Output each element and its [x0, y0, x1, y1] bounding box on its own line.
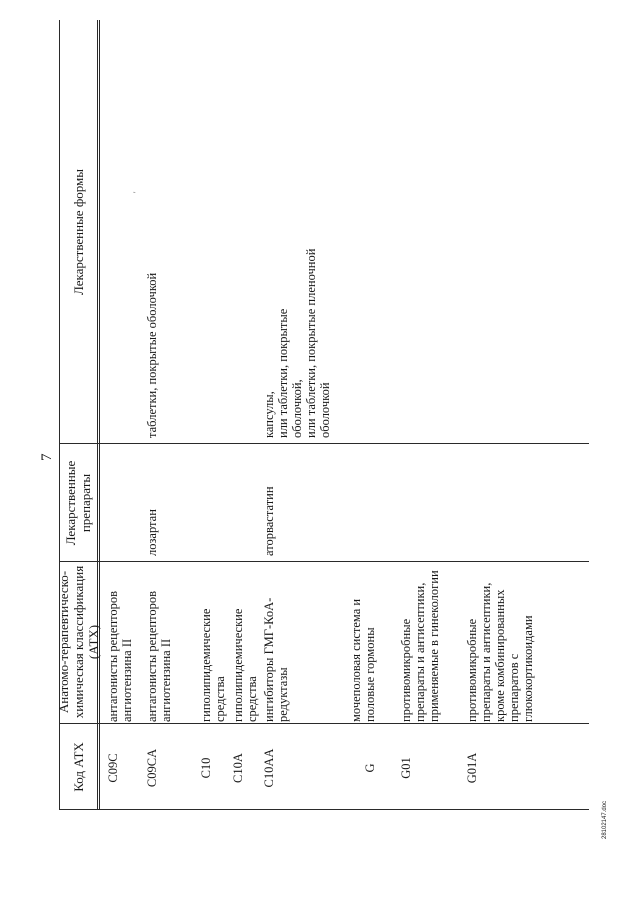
atc-class: гиполипидемические средства	[231, 608, 259, 722]
document-filename: 28102147.doc	[602, 800, 608, 839]
page-number: 7	[39, 453, 55, 461]
atc-code: C10A	[231, 753, 245, 783]
drug-table	[55, 20, 589, 810]
drug-name: лозартан	[145, 509, 159, 556]
scan-mark: '	[132, 191, 141, 193]
atc-class: противомикробные препараты и антисептики, применяемые в гинекологии	[399, 570, 441, 722]
drug-name: аторвастатин	[262, 486, 276, 556]
atc-class: противомикробные препараты и антисептики, кроме комбинированных препаратов с глюкокортикоидами	[465, 582, 535, 722]
drug-forms: капсулы, или таблетки, покрытые оболочкой, или таблетки, покрытые пленочной оболочкой	[262, 248, 332, 438]
atc-class: ингибиторы ГМГ-КоА-редуктазы	[262, 597, 290, 722]
atc-code: G	[363, 763, 377, 773]
drug-forms: таблетки, покрытые оболочкой	[145, 272, 159, 438]
atc-class: антагонисты рецепторов ангиотензина II	[106, 590, 134, 722]
atc-code: C10AA	[262, 748, 276, 788]
atc-code: C09C	[106, 753, 120, 783]
atc-class: антагонисты рецепторов ангиотензина II	[145, 590, 173, 722]
atc-class: гиполипидемические средства	[199, 608, 227, 722]
header-atc: Анатомо-терапевтическо-химическая классификация (АТХ)	[55, 565, 101, 719]
atc-class: мочеполовая система и половые гормоны	[349, 598, 377, 722]
header-drugs: Лекарственные препараты	[63, 460, 93, 546]
atc-code: G01A	[465, 752, 479, 784]
atc-code: G01	[399, 757, 413, 779]
header-code: Код АТХ	[70, 742, 86, 792]
header-forms: Лекарственные формы	[70, 168, 86, 296]
atc-code: C09CA	[145, 748, 159, 788]
atc-code: C10	[199, 757, 213, 779]
